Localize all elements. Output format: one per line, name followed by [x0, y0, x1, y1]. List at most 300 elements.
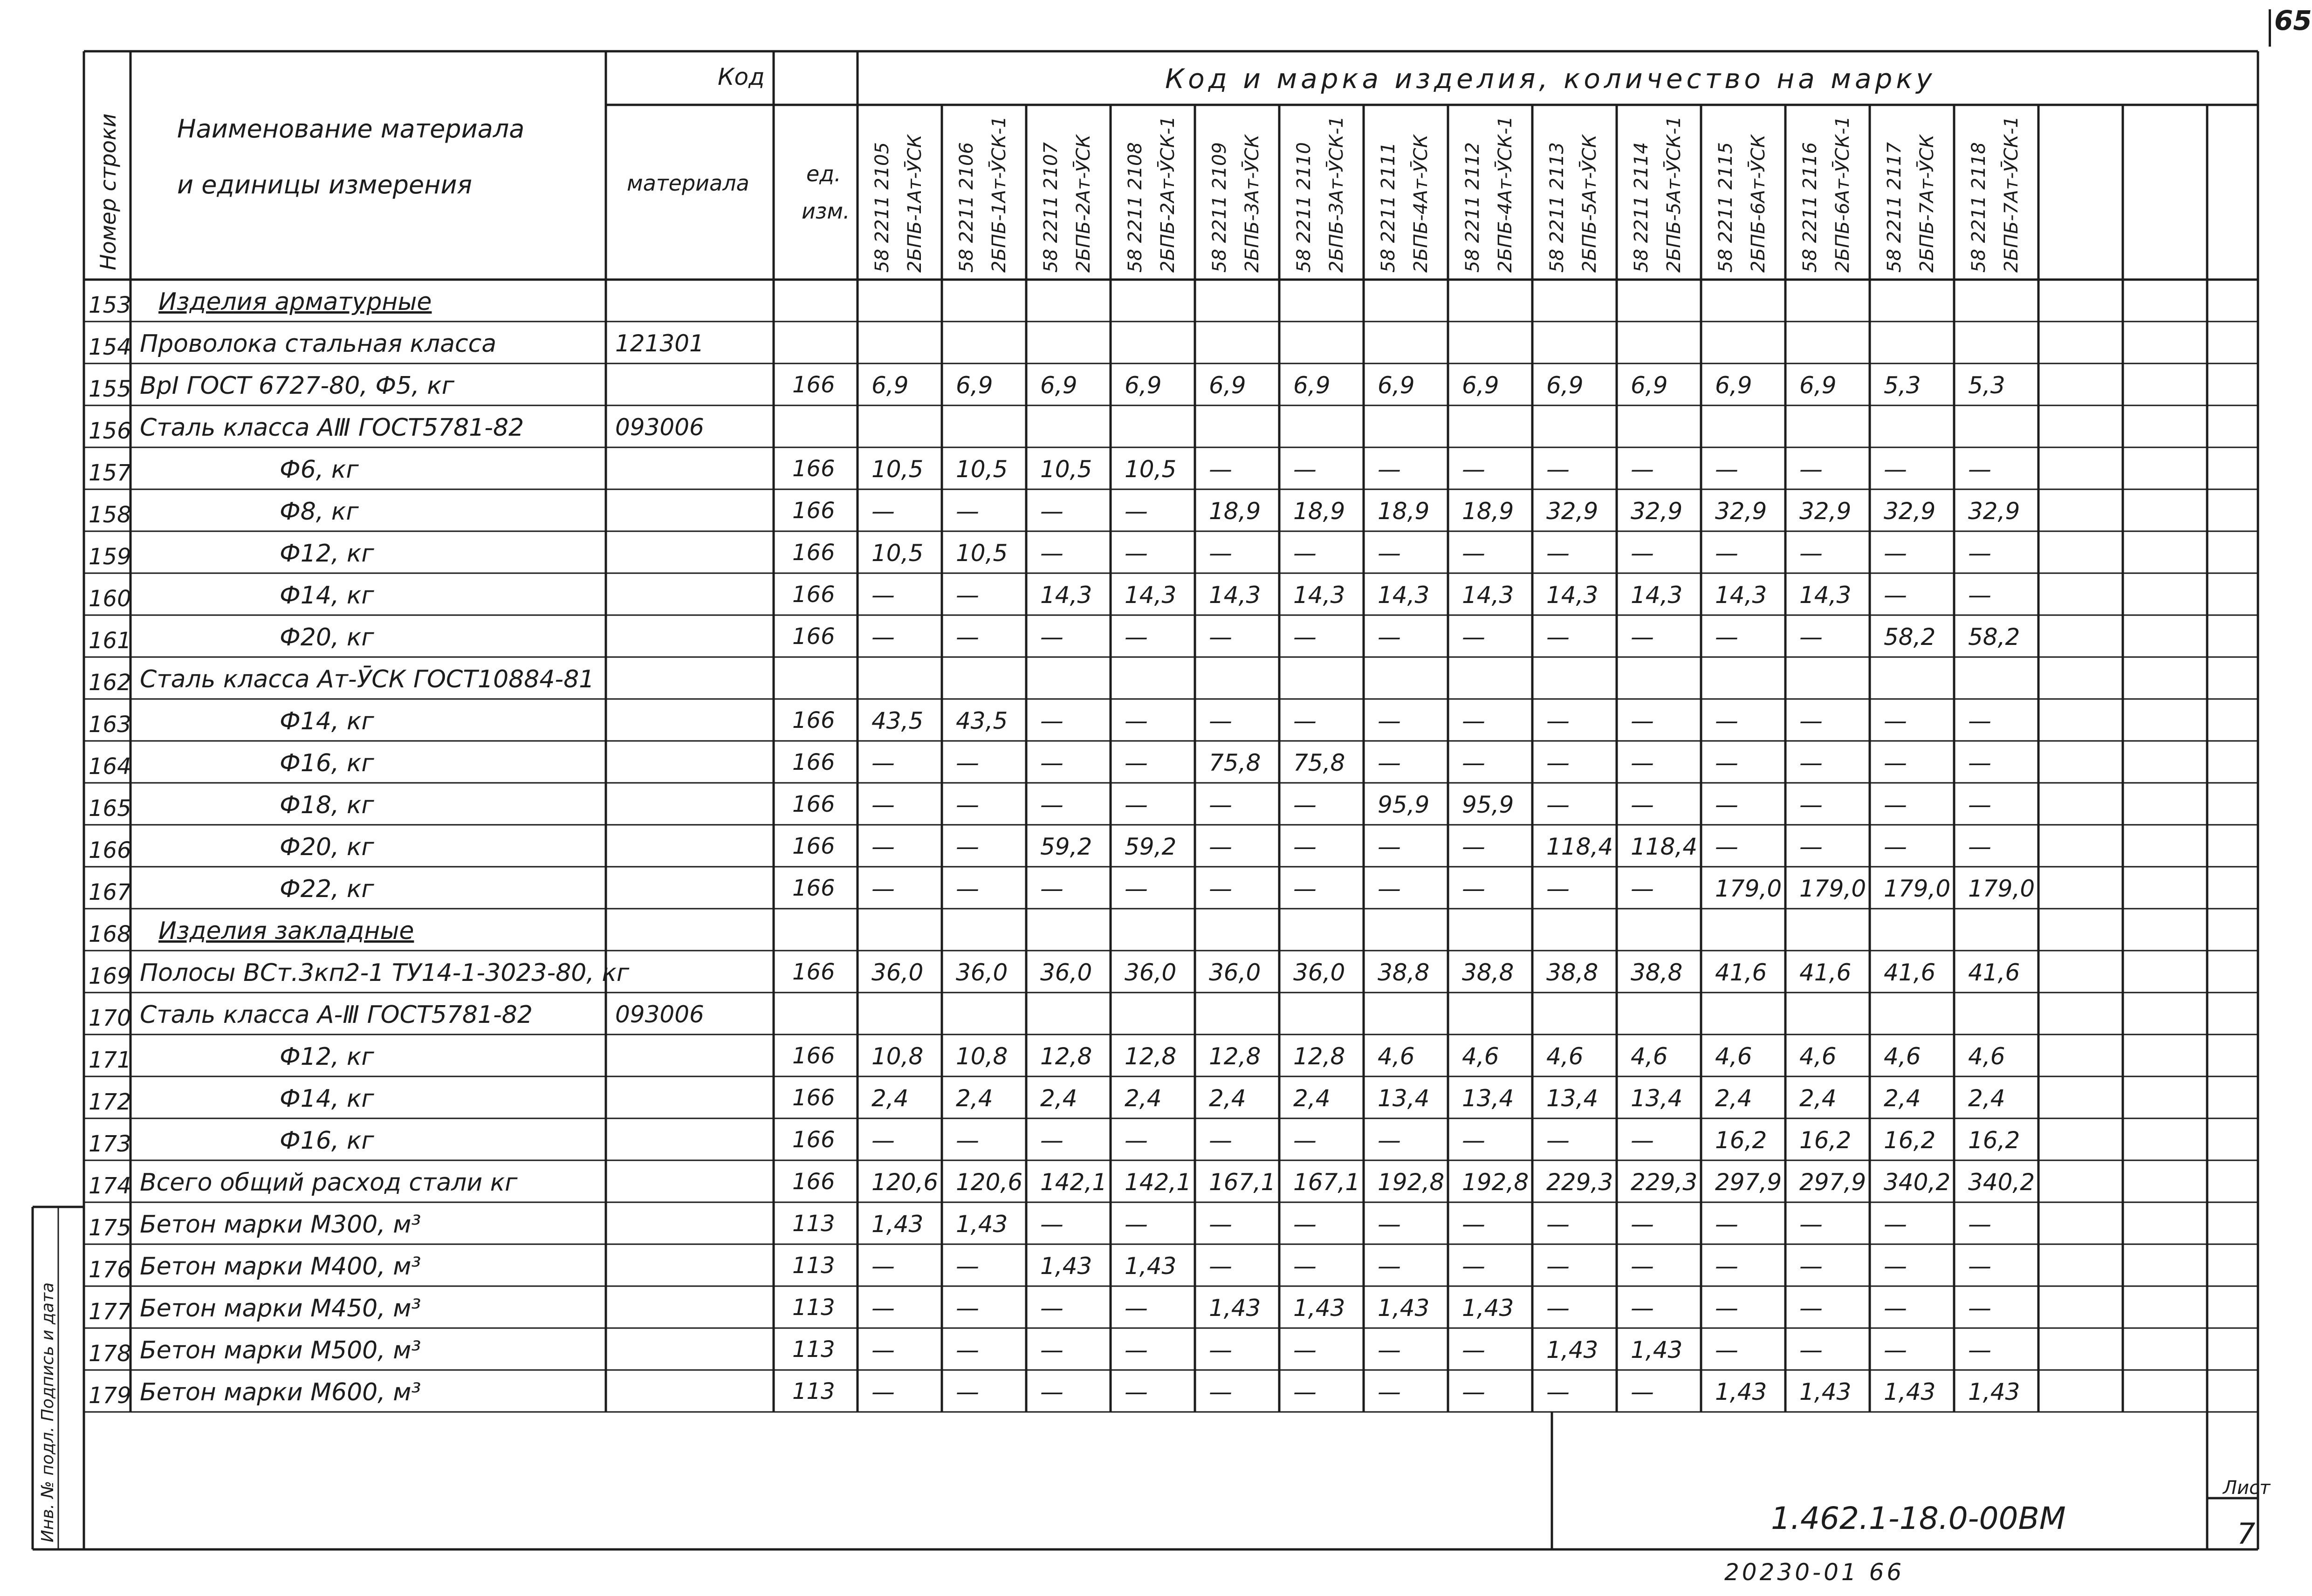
- quantity-cell: —: [1125, 623, 1148, 651]
- quantity-cell: 1,43: [956, 1211, 1008, 1238]
- section-heading: Изделия арматурные: [158, 288, 432, 316]
- sheet-label: Лист: [2223, 1477, 2271, 1499]
- quantity-cell: 179,0: [1968, 875, 2035, 902]
- product-code-1: 58 2211 2105: [871, 142, 893, 273]
- quantity-cell: —: [1546, 1127, 1570, 1154]
- quantity-cell: 36,0: [956, 959, 1008, 986]
- quantity-cell: —: [1546, 1295, 1570, 1322]
- quantity-cell: —: [1631, 1295, 1654, 1322]
- quantity-cell: 36,0: [1125, 959, 1177, 986]
- quantity-cell: 32,9: [1968, 498, 2020, 525]
- quantity-cell: 10,5: [871, 540, 924, 567]
- material-name: Бетон марки М450, м³: [140, 1295, 421, 1322]
- quantity-cell: 13,4: [1378, 1085, 1430, 1112]
- quantity-cell: —: [1040, 1211, 1063, 1238]
- quantity-cell: —: [1378, 456, 1401, 483]
- quantity-cell: 118,4: [1631, 833, 1698, 860]
- unit-code: 166: [792, 582, 835, 608]
- quantity-cell: —: [1799, 1336, 1823, 1363]
- material-name: Ф12, кг: [280, 540, 374, 568]
- quantity-cell: —: [1968, 707, 1991, 734]
- quantity-cell: 12,8: [1040, 1043, 1092, 1070]
- quantity-cell: 142,1: [1125, 1169, 1192, 1196]
- quantity-cell: —: [1125, 1127, 1148, 1154]
- quantity-cell: 340,2: [1884, 1169, 1951, 1196]
- material-name: Ф6, кг: [280, 456, 359, 484]
- quantity-cell: —: [1799, 833, 1823, 860]
- quantity-cell: —: [1715, 1336, 1738, 1363]
- quantity-cell: —: [1884, 540, 1907, 567]
- quantity-cell: 142,1: [1040, 1169, 1107, 1196]
- quantity-cell: 6,9: [956, 372, 993, 399]
- quantity-cell: —: [1884, 582, 1907, 609]
- quantity-cell: 10,5: [956, 456, 1008, 483]
- quantity-cell: 14,3: [1209, 582, 1261, 609]
- quantity-cell: —: [1799, 707, 1823, 734]
- product-mark-2: 2БПБ-1Ат-ӮСК-1: [988, 116, 1010, 273]
- quantity-cell: —: [1209, 1211, 1232, 1238]
- quantity-cell: —: [1968, 582, 1991, 609]
- quantity-cell: 14,3: [1040, 582, 1092, 609]
- product-mark-7: 2БПБ-4Ат-ӮСК: [1410, 134, 1432, 273]
- quantity-cell: 4,6: [1378, 1043, 1415, 1070]
- quantity-cell: —: [871, 875, 895, 902]
- quantity-cell: 6,9: [1209, 372, 1246, 399]
- quantity-cell: 16,2: [1715, 1127, 1767, 1154]
- material-name: Ф14, кг: [280, 707, 374, 735]
- unit-code: 166: [792, 456, 835, 482]
- unit-code: 113: [792, 1378, 835, 1404]
- unit-code: 166: [792, 959, 835, 985]
- quantity-cell: 43,5: [871, 707, 924, 734]
- quantity-cell: —: [1378, 1127, 1401, 1154]
- quantity-cell: 14,3: [1125, 582, 1177, 609]
- quantity-cell: 1,43: [1378, 1295, 1430, 1322]
- quantity-cell: 18,9: [1378, 498, 1430, 525]
- product-mark-12: 2БПБ-6Ат-ӮСК-1: [1832, 116, 1853, 273]
- row-number: 168: [89, 921, 131, 947]
- material-code: 093006: [615, 1001, 704, 1028]
- quantity-cell: —: [1462, 1211, 1485, 1238]
- quantity-cell: —: [1209, 1378, 1232, 1405]
- quantity-cell: —: [1209, 1336, 1232, 1363]
- quantity-cell: —: [1546, 456, 1570, 483]
- material-name: Ф14, кг: [280, 582, 374, 610]
- quantity-cell: 36,0: [871, 959, 924, 986]
- quantity-cell: 6,9: [1546, 372, 1584, 399]
- quantity-cell: —: [1462, 875, 1485, 902]
- product-mark-5: 2БПБ-3Ат-ӮСК: [1242, 134, 1263, 273]
- quantity-cell: —: [1631, 791, 1654, 818]
- unit-code: 166: [792, 372, 835, 398]
- quantity-cell: —: [1040, 749, 1063, 776]
- quantity-cell: 13,4: [1631, 1085, 1683, 1112]
- row-number: 179: [89, 1383, 131, 1409]
- quantity-cell: —: [956, 1127, 979, 1154]
- quantity-cell: —: [1293, 1127, 1317, 1154]
- quantity-cell: 1,43: [1040, 1253, 1092, 1280]
- quantity-cell: —: [956, 1295, 979, 1322]
- quantity-cell: —: [956, 498, 979, 525]
- quantity-cell: 6,9: [1799, 372, 1837, 399]
- quantity-cell: —: [1715, 707, 1738, 734]
- quantity-cell: 2,4: [1293, 1085, 1331, 1112]
- quantity-cell: —: [956, 1336, 979, 1363]
- quantity-cell: 13,4: [1462, 1085, 1514, 1112]
- row-number-header: Номер строки: [96, 113, 121, 270]
- quantity-cell: 16,2: [1968, 1127, 2020, 1154]
- quantity-cell: —: [1378, 875, 1401, 902]
- quantity-cell: 14,3: [1378, 582, 1430, 609]
- quantity-cell: 2,4: [1125, 1085, 1162, 1112]
- quantity-cell: —: [1968, 456, 1991, 483]
- quantity-cell: —: [1715, 540, 1738, 567]
- archive-number: 20230-01 66: [1724, 1559, 1905, 1586]
- material-name: Сталь класса АⅢ ГОСТ5781-82: [140, 414, 524, 442]
- product-code-4: 58 2211 2108: [1125, 142, 1146, 273]
- unit-code: 166: [792, 540, 835, 566]
- unit-header-line1: ед.: [806, 161, 841, 186]
- quantity-cell: —: [871, 498, 895, 525]
- quantity-cell: —: [1546, 1378, 1570, 1405]
- quantity-cell: —: [1209, 1253, 1232, 1280]
- quantity-cell: 32,9: [1631, 498, 1683, 525]
- quantity-cell: 167,1: [1209, 1169, 1276, 1196]
- product-code-10: 58 2211 2114: [1631, 142, 1652, 273]
- unit-code: 166: [792, 833, 835, 859]
- quantity-cell: 36,0: [1209, 959, 1261, 986]
- quantity-cell: 6,9: [871, 372, 909, 399]
- quantity-cell: —: [1968, 1253, 1991, 1280]
- quantity-cell: —: [1040, 791, 1063, 818]
- quantity-cell: —: [1631, 1211, 1654, 1238]
- quantity-cell: —: [1040, 498, 1063, 525]
- quantity-cell: —: [1125, 749, 1148, 776]
- row-number: 171: [89, 1047, 131, 1073]
- material-name: Сталь класса Ат-ӮСК ГОСТ10884-81: [140, 665, 595, 693]
- product-mark-9: 2БПБ-5Ат-ӮСК: [1579, 134, 1600, 273]
- quantity-cell: 14,3: [1462, 582, 1514, 609]
- quantity-cell: —: [1125, 1336, 1148, 1363]
- quantity-cell: —: [1209, 833, 1232, 860]
- quantity-cell: —: [1546, 1253, 1570, 1280]
- quantity-cell: —: [1125, 498, 1148, 525]
- product-mark-8: 2БПБ-4Ат-ӮСК-1: [1495, 116, 1516, 273]
- product-code-3: 58 2211 2107: [1040, 142, 1062, 273]
- quantity-cell: 5,3: [1968, 372, 2005, 399]
- product-mark-14: 2БПБ-7Ат-ӮСК-1: [2001, 116, 2022, 273]
- quantity-cell: 1,43: [1546, 1336, 1599, 1363]
- quantity-cell: —: [1715, 749, 1738, 776]
- quantity-cell: —: [1462, 456, 1485, 483]
- quantity-cell: —: [1968, 833, 1991, 860]
- product-code-9: 58 2211 2113: [1546, 142, 1568, 273]
- row-number: 159: [89, 544, 131, 570]
- quantity-cell: 120,6: [871, 1169, 939, 1196]
- quantity-cell: —: [1378, 1253, 1401, 1280]
- quantity-cell: 14,3: [1293, 582, 1345, 609]
- material-name: Бетон марки М300, м³: [140, 1211, 421, 1239]
- unit-code: 113: [792, 1211, 835, 1237]
- quantity-cell: —: [1631, 707, 1654, 734]
- quantity-cell: 1,43: [1125, 1253, 1177, 1280]
- quantity-cell: —: [1715, 1295, 1738, 1322]
- unit-code: 166: [792, 749, 835, 775]
- unit-header-line2: изм.: [802, 199, 850, 224]
- row-number: 155: [89, 376, 131, 402]
- row-number: 169: [89, 963, 131, 989]
- quantity-cell: —: [956, 582, 979, 609]
- unit-code: 166: [792, 1043, 835, 1069]
- quantity-cell: —: [1799, 456, 1823, 483]
- quantity-cell: 1,43: [1462, 1295, 1514, 1322]
- quantity-cell: —: [1968, 540, 1991, 567]
- product-code-12: 58 2211 2116: [1799, 142, 1821, 273]
- quantity-cell: —: [1125, 707, 1148, 734]
- row-number: 178: [89, 1341, 131, 1367]
- quantity-cell: —: [956, 791, 979, 818]
- quantity-cell: 95,9: [1462, 791, 1514, 818]
- product-code-5: 58 2211 2109: [1209, 142, 1230, 273]
- row-number: 162: [89, 670, 131, 696]
- code-header: Код: [718, 63, 765, 90]
- quantity-cell: 10,5: [1040, 456, 1092, 483]
- quantity-cell: —: [1378, 707, 1401, 734]
- quantity-cell: 95,9: [1378, 791, 1430, 818]
- quantity-cell: 6,9: [1715, 372, 1752, 399]
- quantity-cell: —: [1715, 1211, 1738, 1238]
- quantity-cell: 10,5: [1125, 456, 1177, 483]
- unit-code: 166: [792, 791, 835, 817]
- quantity-cell: —: [1884, 1295, 1907, 1322]
- row-number: 158: [89, 502, 131, 528]
- quantity-cell: 59,2: [1125, 833, 1177, 860]
- quantity-cell: —: [871, 582, 895, 609]
- material-header: материала: [627, 171, 749, 196]
- quantity-cell: —: [1546, 623, 1570, 651]
- quantity-cell: —: [1631, 1127, 1654, 1154]
- material-name: Ф18, кг: [280, 791, 374, 819]
- material-name: Ф22, кг: [280, 875, 374, 903]
- quantity-cell: —: [1293, 1211, 1317, 1238]
- quantity-cell: 4,6: [1799, 1043, 1837, 1070]
- quantity-cell: —: [956, 623, 979, 651]
- unit-code: 166: [792, 1085, 835, 1111]
- quantity-cell: 2,4: [1209, 1085, 1246, 1112]
- document-code: 1.462.1-18.0-00ВМ: [1771, 1500, 2066, 1536]
- quantity-cell: 41,6: [1968, 959, 2020, 986]
- quantity-cell: —: [871, 833, 895, 860]
- quantity-cell: —: [1546, 707, 1570, 734]
- quantity-cell: 4,6: [1631, 1043, 1668, 1070]
- quantity-cell: 10,8: [956, 1043, 1008, 1070]
- quantity-cell: —: [1884, 1253, 1907, 1280]
- quantity-cell: —: [871, 749, 895, 776]
- quantity-cell: 16,2: [1799, 1127, 1852, 1154]
- quantity-cell: 10,5: [956, 540, 1008, 567]
- quantity-cell: 10,5: [871, 456, 924, 483]
- quantity-cell: —: [1715, 623, 1738, 651]
- quantity-cell: 2,4: [1884, 1085, 1921, 1112]
- material-name: Ф20, кг: [280, 623, 374, 651]
- quantity-cell: —: [871, 791, 895, 818]
- quantity-cell: 6,9: [1378, 372, 1415, 399]
- quantity-cell: 2,4: [1968, 1085, 2005, 1112]
- quantity-cell: —: [1209, 623, 1232, 651]
- row-number: 156: [89, 418, 131, 444]
- quantity-cell: 4,6: [1884, 1043, 1921, 1070]
- material-name: Ф8, кг: [280, 498, 359, 526]
- row-number: 177: [89, 1299, 131, 1325]
- material-name: Ф16, кг: [280, 1127, 374, 1155]
- quantity-cell: —: [1209, 707, 1232, 734]
- quantity-cell: —: [1040, 1127, 1063, 1154]
- material-name: Проволока стальная класса: [140, 330, 497, 358]
- name-header-line2: и единицы измерения: [177, 170, 473, 199]
- quantity-cell: —: [1040, 875, 1063, 902]
- quantity-cell: 14,3: [1631, 582, 1683, 609]
- quantity-cell: —: [1546, 540, 1570, 567]
- quantity-cell: —: [1378, 833, 1401, 860]
- quantity-cell: —: [956, 1378, 979, 1405]
- quantity-cell: —: [1546, 875, 1570, 902]
- quantity-cell: 18,9: [1293, 498, 1345, 525]
- inventory-label: Инв. № подл. Подпись и дата: [38, 1282, 57, 1542]
- quantity-cell: —: [1462, 1127, 1485, 1154]
- quantity-cell: 12,8: [1125, 1043, 1177, 1070]
- quantity-cell: —: [956, 1253, 979, 1280]
- quantity-cell: —: [1209, 456, 1232, 483]
- quantity-cell: —: [1462, 540, 1485, 567]
- material-name: Ф20, кг: [280, 833, 374, 861]
- unit-code: 166: [792, 1169, 835, 1195]
- quantity-cell: 38,8: [1631, 959, 1683, 986]
- quantity-cell: —: [1378, 1336, 1401, 1363]
- quantity-cell: 16,2: [1884, 1127, 1936, 1154]
- material-name: Полосы ВСт.3кп2-1 ТУ14-1-3023-80, кг: [140, 959, 630, 987]
- quantity-cell: 297,9: [1715, 1169, 1782, 1196]
- product-code-2: 58 2211 2106: [956, 142, 977, 273]
- quantity-cell: 75,8: [1293, 749, 1345, 776]
- quantity-cell: —: [1715, 791, 1738, 818]
- products-header-title: Код и марка изделия, количество на марку: [1165, 63, 1936, 95]
- quantity-cell: —: [1462, 623, 1485, 651]
- quantity-cell: 41,6: [1715, 959, 1767, 986]
- quantity-cell: 229,3: [1631, 1169, 1698, 1196]
- quantity-cell: —: [1293, 707, 1317, 734]
- quantity-cell: 2,4: [1799, 1085, 1837, 1112]
- quantity-cell: 41,6: [1884, 959, 1936, 986]
- product-code-11: 58 2211 2115: [1715, 142, 1736, 273]
- row-number: 160: [89, 586, 131, 612]
- material-name: ВрⅠ ГОСТ 6727-80, Ф5, кг: [140, 372, 455, 400]
- quantity-cell: 12,8: [1209, 1043, 1261, 1070]
- quantity-cell: 2,4: [871, 1085, 909, 1112]
- quantity-cell: —: [1631, 1253, 1654, 1280]
- quantity-cell: —: [1293, 875, 1317, 902]
- quantity-cell: —: [1378, 623, 1401, 651]
- material-name: Ф12, кг: [280, 1043, 374, 1071]
- quantity-cell: 6,9: [1040, 372, 1077, 399]
- quantity-cell: 58,2: [1968, 623, 2020, 651]
- product-mark-13: 2БПБ-7Ат-ӮСК: [1916, 134, 1938, 273]
- quantity-cell: —: [1799, 791, 1823, 818]
- page-number: 65: [2274, 5, 2312, 36]
- material-code: 093006: [615, 414, 704, 441]
- quantity-cell: —: [1125, 540, 1148, 567]
- quantity-cell: 6,9: [1631, 372, 1668, 399]
- product-mark-6: 2БПБ-3Ат-ӮСК-1: [1326, 116, 1347, 273]
- quantity-cell: 38,8: [1462, 959, 1514, 986]
- quantity-cell: —: [1293, 456, 1317, 483]
- quantity-cell: —: [1799, 1253, 1823, 1280]
- quantity-cell: —: [1631, 623, 1654, 651]
- name-header-line1: Наименование материала: [177, 114, 525, 144]
- quantity-cell: 340,2: [1968, 1169, 2035, 1196]
- quantity-cell: —: [1378, 1211, 1401, 1238]
- material-name: Бетон марки М500, м³: [140, 1336, 421, 1364]
- quantity-cell: —: [956, 833, 979, 860]
- quantity-cell: —: [1040, 623, 1063, 651]
- quantity-cell: —: [1799, 1295, 1823, 1322]
- unit-code: 166: [792, 707, 835, 733]
- quantity-cell: —: [1462, 1253, 1485, 1280]
- quantity-cell: —: [1884, 1336, 1907, 1363]
- quantity-cell: —: [1209, 875, 1232, 902]
- quantity-cell: —: [1799, 1211, 1823, 1238]
- quantity-cell: 10,8: [871, 1043, 924, 1070]
- quantity-cell: 2,4: [956, 1085, 993, 1112]
- quantity-cell: 6,9: [1462, 372, 1499, 399]
- quantity-cell: —: [1631, 875, 1654, 902]
- quantity-cell: —: [1293, 791, 1317, 818]
- material-name: Ф14, кг: [280, 1085, 374, 1113]
- quantity-cell: —: [1968, 1295, 1991, 1322]
- quantity-cell: —: [871, 623, 895, 651]
- quantity-cell: —: [1462, 833, 1485, 860]
- product-code-6: 58 2211 2110: [1293, 142, 1315, 273]
- row-number: 154: [89, 334, 131, 360]
- quantity-cell: —: [1125, 1295, 1148, 1322]
- quantity-cell: —: [1968, 1211, 1991, 1238]
- quantity-cell: 6,9: [1125, 372, 1162, 399]
- quantity-cell: —: [871, 1253, 895, 1280]
- quantity-cell: —: [1546, 1211, 1570, 1238]
- quantity-cell: 14,3: [1799, 582, 1852, 609]
- quantity-cell: —: [1631, 540, 1654, 567]
- quantity-cell: —: [1040, 1295, 1063, 1322]
- row-number: 153: [89, 292, 131, 318]
- quantity-cell: 38,8: [1378, 959, 1430, 986]
- section-heading: Изделия закладные: [158, 917, 414, 945]
- quantity-cell: —: [1209, 540, 1232, 567]
- quantity-cell: —: [1293, 1336, 1317, 1363]
- row-number: 167: [89, 879, 131, 905]
- quantity-cell: —: [1884, 791, 1907, 818]
- quantity-cell: —: [871, 1378, 895, 1405]
- quantity-cell: —: [1715, 456, 1738, 483]
- unit-code: 113: [792, 1295, 835, 1321]
- row-number: 175: [89, 1215, 131, 1241]
- unit-code: 166: [792, 623, 835, 650]
- product-code-13: 58 2211 2117: [1884, 142, 1905, 273]
- quantity-cell: 1,43: [1799, 1378, 1852, 1405]
- quantity-cell: —: [956, 749, 979, 776]
- quantity-cell: 41,6: [1799, 959, 1852, 986]
- product-code-14: 58 2211 2118: [1968, 142, 1990, 273]
- quantity-cell: —: [871, 1127, 895, 1154]
- quantity-cell: 192,8: [1378, 1169, 1445, 1196]
